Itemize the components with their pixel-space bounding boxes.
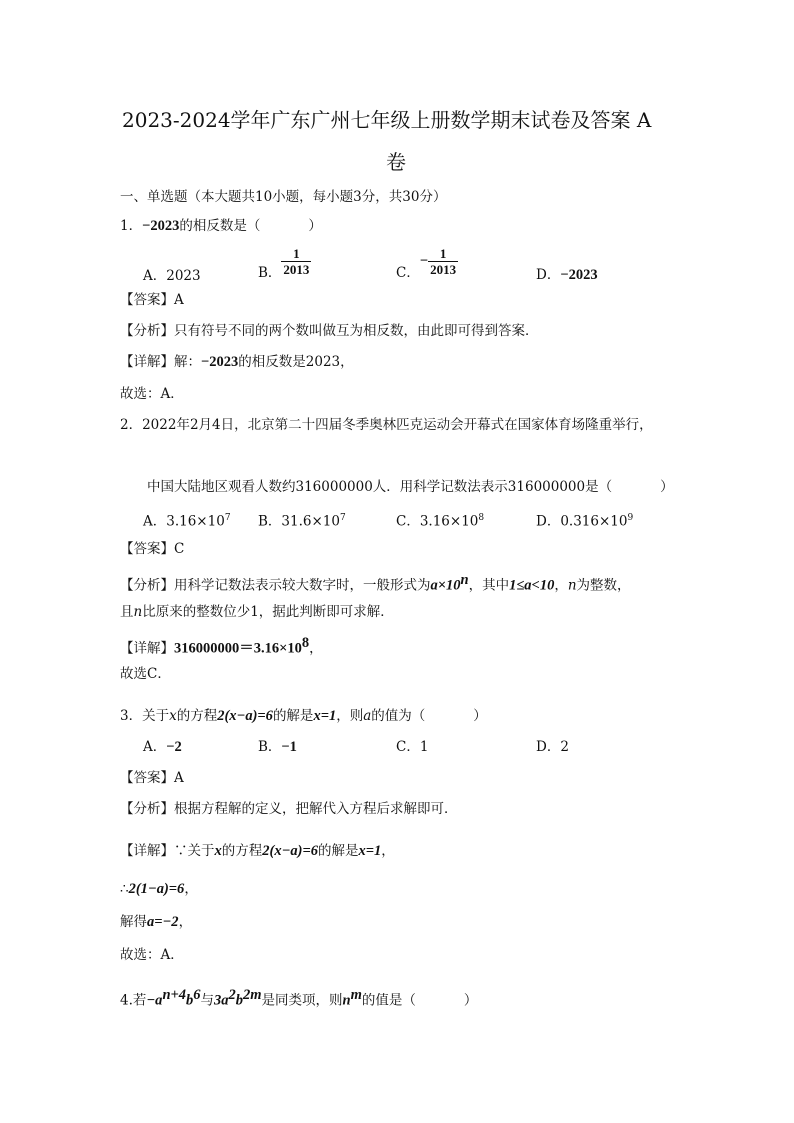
question-2-line1: 2．2022年2月4日，北京第二十四届冬季奥林匹克运动会开幕式在国家体育场隆重举行， <box>120 417 653 433</box>
q1-option-d: D．−2023 <box>536 267 598 283</box>
document-title-line1: 2023-2024学年广东广州七年级上册数学期末试卷及答案 A <box>122 108 652 132</box>
q2-option-d: D．$0.316\times 10^9$ <box>536 513 634 530</box>
q1-option-a: A．2023 <box>143 268 201 284</box>
q3-choose: 故选：A． <box>120 947 184 963</box>
question-1: 1．−2023的相反数是（ ） <box>120 218 322 234</box>
q3-step1: ∴2(1−a)=6， <box>120 881 198 897</box>
q1-option-b: B． $\frac{1}{2013}$ <box>258 246 310 281</box>
math-expr: −2023 <box>142 218 180 234</box>
q1-answer: 【答案】A <box>120 292 184 308</box>
document-title-line2: 卷 <box>386 150 406 174</box>
q2-answer: 【答案】C <box>120 541 185 557</box>
question-2-line2: 中国大陆地区观看人数约316000000人．用科学记数法表示316000000是（ ） <box>147 479 674 495</box>
question-3: 3．关于x的方程2(x−a)=6的解是x=1，则a的值为（ ） <box>120 708 487 724</box>
q3-detail: 【详解】∵关于x的方程2(x−a)=6的解是x=1， <box>120 843 395 859</box>
q2-choose: 故选C． <box>120 666 171 682</box>
q1-choose: 故选：A． <box>120 386 184 402</box>
q2-option-c: C．$3.16\times 10^8$ <box>396 513 485 530</box>
question-4: 4.若$-a^{n+4}b^6$与$3a^2b^{2m}$是同类项，则$n^m$的值是（ ） <box>120 987 478 1009</box>
q1-analysis: 【分析】只有符号不同的两个数叫做互为相反数，由此即可得到答案． <box>120 323 539 339</box>
q2-detail: 【详解】$316000000=3.16\times 10^8$， <box>120 635 323 657</box>
q3-answer: 【答案】A <box>120 770 184 786</box>
q3-option-a: A．−2 <box>143 739 182 755</box>
q2-option-a: A．$3.16\times 10^7$ <box>143 513 231 530</box>
q1-option-c: C．− $\frac{1}{2013}$ <box>396 246 457 281</box>
q3-option-c: C．1 <box>396 739 429 755</box>
q1-detail: 【详解】解：−2023的相反数是2023， <box>120 354 354 370</box>
section-header: 一、单选题（本大题共10小题，每小题3分，共30分） <box>120 189 447 205</box>
q2-option-b: B．$31.6\times 10^7$ <box>258 513 346 530</box>
q2-analysis-line2: 且n比原来的整数位少1，据此判断即可求解． <box>120 604 394 620</box>
q2-analysis: 【分析】用科学记数法表示较大数字时，一般形式为$a\times 10^n$，其中1≤a<10，n为整数， <box>120 572 631 594</box>
q3-step2: 解得a=−2， <box>120 914 193 930</box>
q3-analysis: 【分析】根据方程解的定义，把解代入方程后求解即可． <box>120 801 458 817</box>
q3-option-d: D．2 <box>536 739 569 755</box>
q3-option-b: B．−1 <box>258 739 297 755</box>
